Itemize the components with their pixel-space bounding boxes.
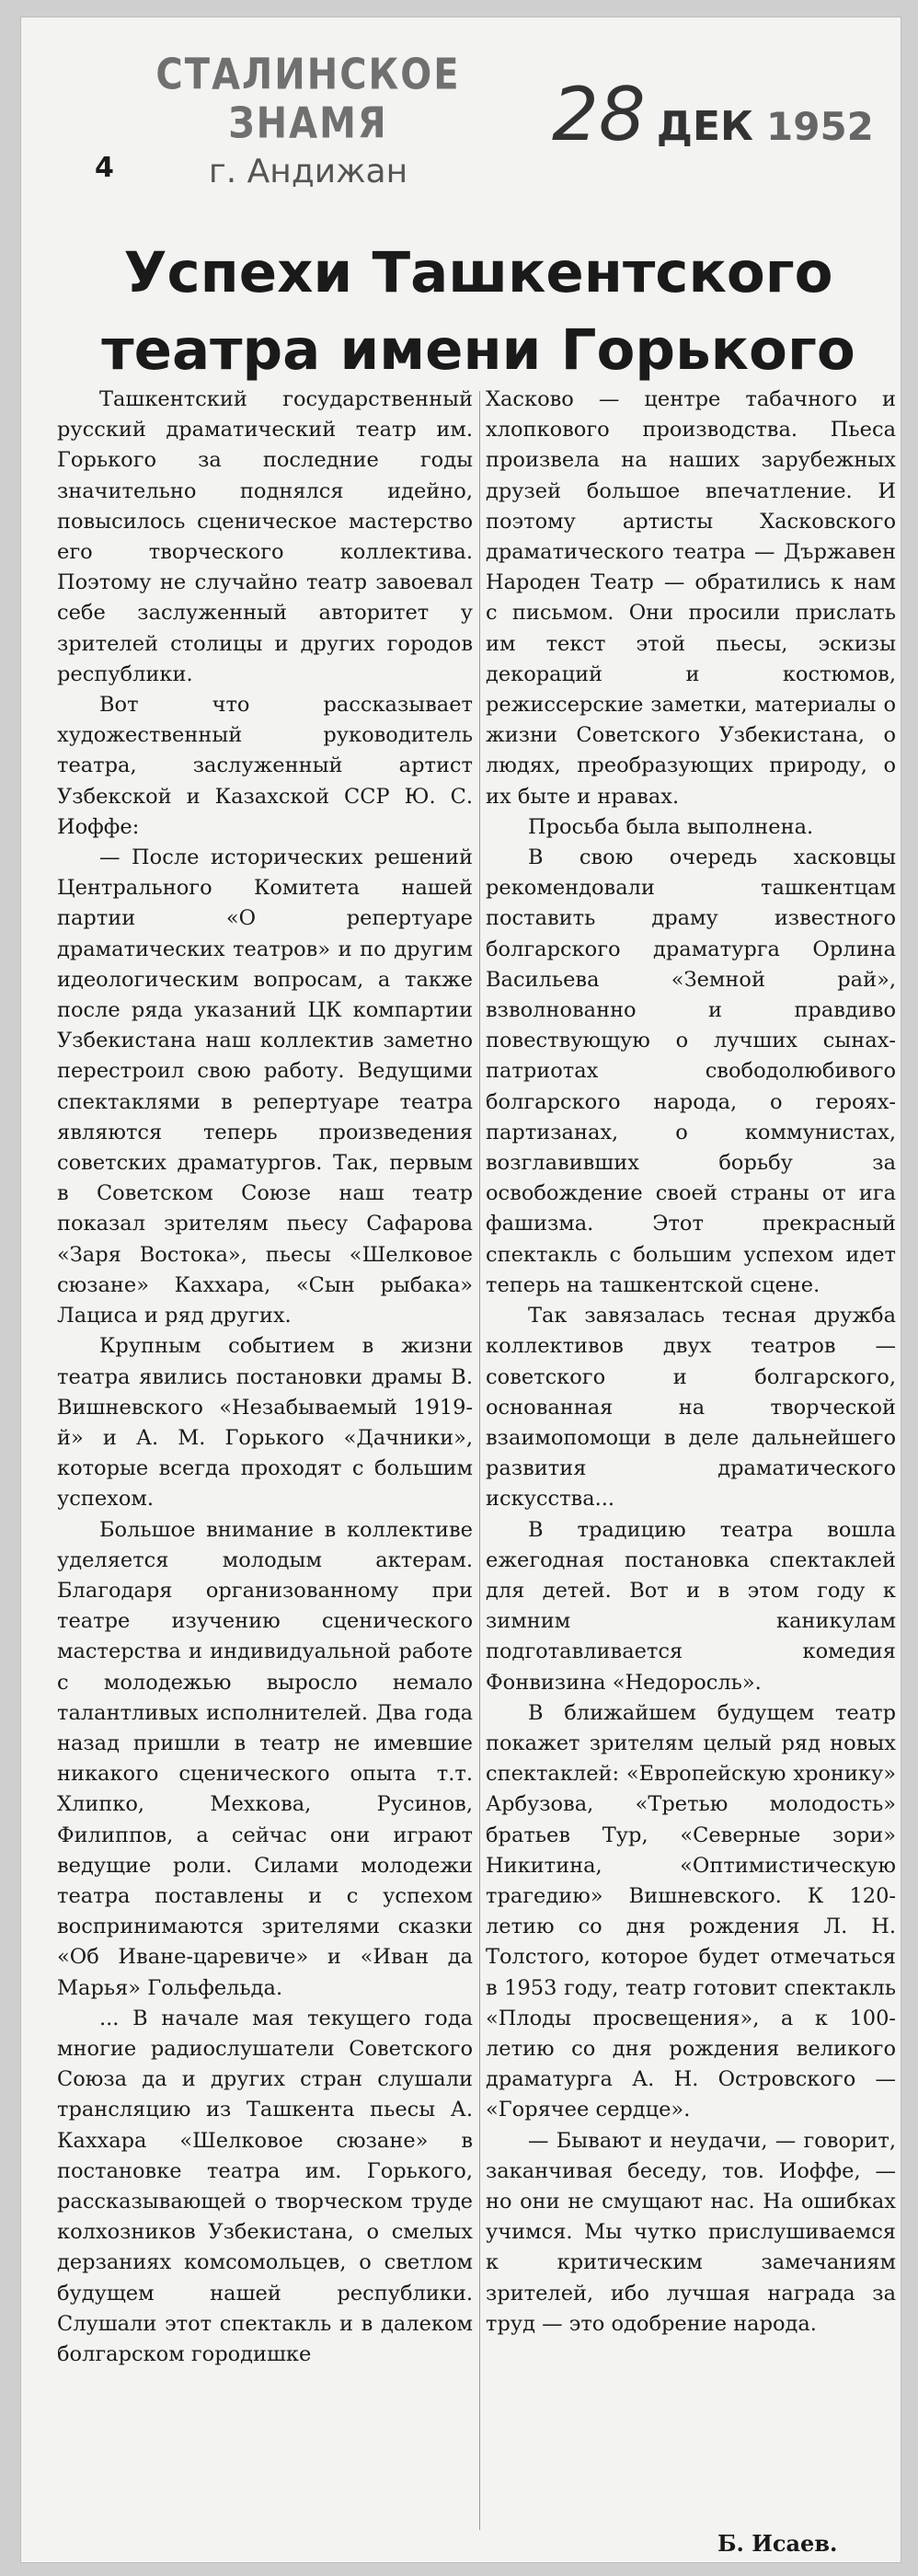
article-column-right	[486, 385, 896, 2340]
paragraph: В традицию театра вошла ежегодная постановка спектаклей для детей. Вот и в этом году к зимним каникулам подготавливается комедия Фонвизина «Недоросль».	[486, 1517, 896, 1695]
date-year: 1952	[766, 104, 874, 149]
newspaper-city: г. Андижан	[208, 153, 408, 190]
paragraph: ... В начале мая текущего года многие радиослушатели Советского Союза да и других стран слушали трансляцию из Ташкента пьесы А. Каххара «Шелковое сюзане» в постановке театра им. Горького, рассказывающей о творческом труде колхозников Узбекистана, о смелых дерзаниях комсомольцев, о светлом будущем нашей республики. Слушали этот спектакль и в далеком болгарском городишке	[57, 2006, 473, 2366]
paragraph: — Бывают и неудачи, — говорит, заканчивая беседу, тов. Иоффе, — но они не смущают нас. На ошибках учимся. Мы чутко прислушиваемся к критическим замечаниям зрителей, ибо лучшая награда за труд — это одобрение народа.	[486, 2128, 896, 2336]
date-day: 28	[552, 72, 646, 157]
column-divider	[479, 391, 480, 2530]
newspaper-name: СТАЛИНСКОЕ ЗНАМЯ	[155, 51, 461, 148]
date-month: ДЕК	[656, 103, 754, 150]
headline-line-2: театра имени Горького	[101, 317, 855, 383]
paragraph: Вот что рассказывает художественный руководитель театра, заслуженный артист Узбекской и Казахской ССР Ю. С. Иоффе:	[57, 693, 473, 839]
article-headline	[92, 235, 865, 389]
paragraph: Хасково — центре табачного и хлопкового производства. Пьеса произвела на наших зарубежных друзей большое впечатление. И поэтому артисты Хасковского драматического театра — Държавен Народен Театр — обратились к нам с письмом. Они просили прислать им текст этой пьесы, эскизы декораций и костюмов, режиссерские заметки, материалы о жизни Советского Узбекистана, о людях, преобразующих природу, о их быте и нравах.	[486, 387, 896, 809]
page-number: 4	[95, 152, 114, 184]
paragraph: Так завязалась тесная дружба коллективов двух театров — советского и болгарского, основанная на творческой взаимопомощи в деле дальнейшего развития драматического искусства...	[486, 1304, 896, 1512]
paragraph: Ташкентский государственный русский драматический театр им. Горького за последние годы значительно поднялся идейно, повысилось сценическое мастерство его творческого коллектива. Поэтому не случайно театр завоевал себе заслуженный авторитет у зрителей столицы и других городов республики.	[57, 387, 473, 686]
paragraph: Большое внимание в коллективе уделяется молодым актерам. Благодаря организованному при театре изучению сценического мастерства и индивидуальной работе с молодежью выросло немало талантливых исполнителей. Два года назад пришли в театр не имевшие никакого сценического опыта т.т. Хлипко, Мехкова, Русинов, Филиппов, а сейчас они играют ведущие роли. Силами молодежи театра поставлены и с успехом воспринимаются зрителями сказки «Об Иване-царевиче» и «Иван да Марья» Гольфельда.	[57, 1517, 473, 2000]
paragraph: Просьба была выполнена.	[528, 814, 814, 839]
newspaper-stamp	[120, 51, 497, 190]
paragraph: — После исторических решений Центрального Комитета нашей партии «О репертуаре драматических театров» и по другим идеологическим вопросам, а также после ряда указаний ЦК компартии Узбекистана наш коллектив заметно перестроил свою работу. Ведущими спектаклями в репертуаре театра являются теперь произведения советских драматургов. Так, первым в Советском Союзе наш театр показал зрителям пьесу Сафарова «Заря Востока», пьесы «Шелковое сюзане» Каххара, «Сын рыбака» Лациса и ряд других.	[57, 845, 473, 1328]
author-signature: Б. Исаев.	[717, 2530, 838, 2557]
date-stamp	[552, 72, 874, 157]
paragraph: Крупным событием в жизни театра явились постановки драмы В. Вишневского «Незабываемый 1919-й» и А. М. Горького «Дачники», которые всегда проходят с большим успехом.	[57, 1334, 473, 1512]
paragraph: В свою очередь хасковцы рекомендовали ташкентцам поставить драму известного болгарского драматурга Орлина Васильева «Земной рай», взволнованно и правдиво повествующую о лучших сынах-патриотах свободолюбивого болгарского народа, о героях-партизанах, о коммунистах, возглавивших борьбу за освобождение своей страны от ига фашизма. Этот прекрасный спектакль с большим успехом идет теперь на ташкентской сцене.	[486, 845, 896, 1297]
headline-line-1: Успехи Ташкентского	[123, 240, 833, 305]
paragraph: В ближайшем будущем театр покажет зрителям целый ряд новых спектаклей: «Европейскую хронику» Арбузова, «Третью молодость» братьев Тур, «Северные зори» Никитина, «Оптимистическую трагедию» Вишневского. К 120-летию со дня рождения Л. Н. Толстого, которое будет отмечаться в 1953 году, театр готовит спектакль «Плоды просвещения», а к 100-летию со дня рождения великого драматурга А. Н. Островского — «Горячее сердце».	[486, 1700, 896, 2122]
article-column-left	[57, 385, 473, 2370]
